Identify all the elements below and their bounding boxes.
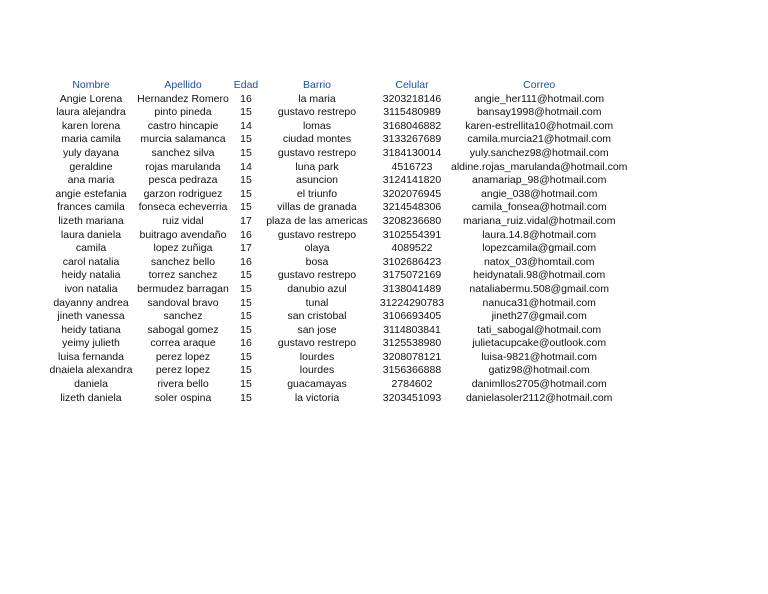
cell-apellido: garzon rodriguez bbox=[143, 187, 223, 200]
cell-correo: yuly.sanchez98@hotmail.com bbox=[469, 146, 609, 159]
cell-edad: 16 bbox=[240, 228, 252, 241]
cell-celular: 3168046882 bbox=[382, 119, 442, 132]
cell-correo: tati_sabogal@hotmail.com bbox=[477, 323, 602, 336]
cell-edad: 15 bbox=[240, 364, 252, 377]
header-edad: Edad bbox=[233, 79, 259, 91]
cell-correo: laura.14.8@hotmail.com bbox=[482, 228, 597, 241]
cell-celular: 3208078121 bbox=[382, 350, 442, 363]
cell-barrio: san cristobal bbox=[287, 310, 347, 323]
cell-correo: natox_03@homtail.com bbox=[483, 255, 595, 268]
cell-nombre: heidy tatiana bbox=[61, 323, 121, 336]
table-row bbox=[47, 297, 627, 311]
cell-barrio: guacamayas bbox=[287, 378, 347, 391]
cell-correo: gatiz98@hotmail.com bbox=[488, 364, 590, 377]
table-row bbox=[47, 174, 627, 188]
cell-celular: 3133267689 bbox=[382, 133, 442, 146]
table-row bbox=[47, 161, 627, 175]
cell-edad: 14 bbox=[240, 160, 252, 173]
cell-edad: 16 bbox=[240, 92, 252, 105]
cell-barrio: ciudad montes bbox=[282, 133, 352, 146]
cell-correo: nanuca31@hotmail.com bbox=[482, 296, 596, 309]
table-row bbox=[47, 106, 627, 120]
cell-edad: 15 bbox=[240, 174, 252, 187]
table-row bbox=[47, 378, 627, 392]
cell-nombre: maria camila bbox=[61, 133, 121, 146]
cell-celular: 31224290783 bbox=[379, 296, 445, 309]
table-body bbox=[47, 93, 627, 406]
cell-nombre: laura alejandra bbox=[56, 106, 126, 119]
cell-edad: 16 bbox=[240, 337, 252, 350]
cell-edad: 15 bbox=[240, 269, 252, 282]
cell-correo: camila.murcia21@hotmail.com bbox=[467, 133, 612, 146]
cell-correo: angie_her111@hotmail.com bbox=[474, 92, 605, 105]
cell-edad: 14 bbox=[240, 119, 252, 132]
cell-apellido: perez lopez bbox=[155, 350, 211, 363]
cell-nombre: ivon natalia bbox=[64, 282, 118, 295]
cell-nombre: dnaiela alexandra bbox=[49, 364, 133, 377]
cell-barrio: luna park bbox=[295, 160, 339, 173]
cell-barrio: san jose bbox=[297, 323, 337, 336]
cell-barrio: bosa bbox=[305, 255, 329, 268]
header-row bbox=[47, 79, 627, 93]
cell-correo: angie_038@hotmail.com bbox=[481, 187, 598, 200]
cell-apellido: rivera bello bbox=[157, 378, 209, 391]
students-table bbox=[47, 79, 627, 405]
cell-correo: nataliabermu.508@gmail.com bbox=[469, 282, 610, 295]
cell-celular: 3184130014 bbox=[382, 146, 442, 159]
cell-barrio: gustavo restrepo bbox=[277, 106, 357, 119]
cell-apellido: sanchez bbox=[163, 310, 203, 323]
cell-barrio: el triunfo bbox=[296, 187, 338, 200]
cell-nombre: laura daniela bbox=[60, 228, 122, 241]
cell-celular: 4089522 bbox=[391, 242, 433, 255]
table-row bbox=[47, 147, 627, 161]
table-row bbox=[47, 364, 627, 378]
cell-apellido: soler ospina bbox=[154, 391, 212, 404]
cell-nombre: Angie Lorena bbox=[59, 92, 123, 105]
cell-celular: 3203218146 bbox=[382, 92, 442, 105]
cell-apellido: murcia salamanca bbox=[140, 133, 226, 146]
cell-nombre: jineth vanessa bbox=[57, 310, 125, 323]
table-row bbox=[47, 188, 627, 202]
cell-apellido: correa araque bbox=[150, 337, 216, 350]
cell-correo: anamariap_98@hotmail.com bbox=[472, 174, 607, 187]
cell-barrio: lourdes bbox=[299, 364, 335, 377]
cell-apellido: sanchez bello bbox=[150, 255, 216, 268]
cell-barrio: asuncion bbox=[295, 174, 339, 187]
cell-nombre: angie estefania bbox=[55, 187, 127, 200]
cell-celular: 3175072169 bbox=[382, 269, 442, 282]
cell-barrio: la victoria bbox=[294, 391, 340, 404]
cell-celular: 3114803841 bbox=[383, 323, 441, 336]
cell-edad: 15 bbox=[240, 187, 252, 200]
cell-barrio: gustavo restrepo bbox=[277, 337, 357, 350]
cell-barrio: danubio azul bbox=[287, 282, 347, 295]
cell-apellido: lopez zuñiga bbox=[153, 242, 213, 255]
table-row bbox=[47, 392, 627, 406]
cell-nombre: luisa fernanda bbox=[58, 350, 124, 363]
table-row bbox=[47, 93, 627, 107]
cell-correo: danimllos2705@hotmail.com bbox=[471, 378, 607, 391]
cell-apellido: sabogal gomez bbox=[147, 323, 219, 336]
cell-celular: 3208236680 bbox=[382, 214, 442, 227]
cell-celular: 3156366888 bbox=[382, 364, 442, 377]
cell-apellido: castro hincapie bbox=[147, 119, 219, 132]
cell-edad: 15 bbox=[240, 350, 252, 363]
table-row bbox=[47, 215, 627, 229]
table-row bbox=[47, 229, 627, 243]
cell-correo: heidynatali.98@hotmail.com bbox=[473, 269, 606, 282]
cell-celular: 3124141820 bbox=[382, 174, 442, 187]
cell-celular: 3102554391 bbox=[382, 228, 442, 241]
cell-correo: aldine.rojas_marulanda@hotmail.com bbox=[451, 160, 628, 173]
cell-celular: 3202076945 bbox=[382, 187, 442, 200]
table-row bbox=[47, 242, 627, 256]
cell-nombre: geraldine bbox=[69, 160, 113, 173]
cell-edad: 15 bbox=[240, 282, 252, 295]
table-row bbox=[47, 133, 627, 147]
cell-apellido: Hernandez Romero bbox=[137, 92, 229, 105]
cell-barrio: lourdes bbox=[299, 350, 335, 363]
cell-celular: 3115480989 bbox=[383, 106, 441, 119]
cell-nombre: ana maria bbox=[67, 174, 115, 187]
table-row bbox=[47, 337, 627, 351]
table-row bbox=[47, 283, 627, 297]
cell-barrio: gustavo restrepo bbox=[277, 228, 357, 241]
cell-nombre: lizeth mariana bbox=[58, 214, 124, 227]
header-nombre: Nombre bbox=[72, 79, 110, 91]
cell-barrio: tunal bbox=[305, 296, 329, 309]
cell-nombre: frances camila bbox=[57, 201, 125, 214]
cell-correo: julietacupcake@outlook.com bbox=[472, 337, 607, 350]
table-row bbox=[47, 201, 627, 215]
cell-edad: 15 bbox=[240, 296, 252, 309]
cell-barrio: lomas bbox=[302, 119, 331, 132]
header-barrio: Barrio bbox=[302, 79, 331, 91]
cell-correo: lopezcamila@gmail.com bbox=[482, 242, 597, 255]
cell-barrio: olaya bbox=[304, 242, 330, 255]
cell-edad: 15 bbox=[240, 201, 252, 214]
cell-apellido: perez lopez bbox=[155, 364, 211, 377]
cell-nombre: daniela bbox=[74, 378, 108, 391]
cell-nombre: yeimy julieth bbox=[62, 337, 120, 350]
cell-apellido: fonseca echeverria bbox=[138, 201, 228, 214]
cell-edad: 15 bbox=[240, 391, 252, 404]
cell-correo: bansay1998@hotmail.com bbox=[476, 106, 602, 119]
cell-nombre: yuly dayana bbox=[62, 146, 120, 159]
cell-celular: 3203451093 bbox=[382, 391, 442, 404]
cell-edad: 17 bbox=[240, 214, 252, 227]
table-row bbox=[47, 256, 627, 270]
cell-edad: 15 bbox=[240, 310, 252, 323]
cell-edad: 15 bbox=[240, 133, 252, 146]
table-row bbox=[47, 324, 627, 338]
cell-edad: 16 bbox=[240, 255, 252, 268]
cell-celular: 4516723 bbox=[391, 160, 433, 173]
cell-nombre: camila bbox=[75, 242, 107, 255]
table-row bbox=[47, 269, 627, 283]
cell-barrio: villas de granada bbox=[277, 201, 357, 214]
cell-edad: 15 bbox=[240, 323, 252, 336]
cell-celular: 3106693405 bbox=[382, 310, 442, 323]
header-correo: Correo bbox=[523, 79, 556, 91]
cell-nombre: dayanny andrea bbox=[53, 296, 129, 309]
cell-apellido: pinto pineda bbox=[154, 106, 212, 119]
cell-apellido: bermudez barragan bbox=[137, 282, 229, 295]
cell-correo: mariana_ruiz.vidal@hotmail.com bbox=[462, 214, 616, 227]
cell-correo: karen-estrellita10@hotmail.com bbox=[465, 119, 614, 132]
header-apellido: Apellido bbox=[164, 79, 202, 91]
cell-edad: 15 bbox=[240, 378, 252, 391]
cell-apellido: sanchez silva bbox=[151, 146, 215, 159]
cell-correo: jineth27@gmail.com bbox=[491, 310, 587, 323]
cell-edad: 15 bbox=[240, 106, 252, 119]
cell-apellido: sandoval bravo bbox=[147, 296, 219, 309]
cell-celular: 3102686423 bbox=[382, 255, 442, 268]
cell-apellido: torrez sanchez bbox=[148, 269, 218, 282]
cell-celular: 2784602 bbox=[391, 378, 433, 391]
cell-apellido: rojas marulanda bbox=[145, 160, 221, 173]
cell-barrio: gustavo restrepo bbox=[277, 269, 357, 282]
table-row bbox=[47, 351, 627, 365]
cell-celular: 3214548306 bbox=[382, 201, 442, 214]
cell-nombre: karen lorena bbox=[61, 119, 121, 132]
cell-nombre: heidy natalia bbox=[61, 269, 121, 282]
cell-barrio: la maria bbox=[298, 92, 336, 105]
cell-apellido: pesca pedraza bbox=[148, 174, 218, 187]
cell-barrio: gustavo restrepo bbox=[277, 146, 357, 159]
header-celular: Celular bbox=[395, 79, 429, 91]
cell-correo: luisa-9821@hotmail.com bbox=[481, 350, 598, 363]
cell-correo: camila_fonsea@hotmail.com bbox=[471, 201, 607, 214]
cell-apellido: buitrago avendaño bbox=[139, 228, 227, 241]
cell-nombre: carol natalia bbox=[62, 255, 120, 268]
table-row bbox=[47, 310, 627, 324]
cell-celular: 3138041489 bbox=[382, 282, 442, 295]
cell-correo: danielasoler2112@hotmail.com bbox=[465, 391, 613, 404]
cell-barrio: plaza de las americas bbox=[266, 214, 368, 227]
cell-apellido: ruiz vidal bbox=[162, 214, 204, 227]
table-row bbox=[47, 120, 627, 134]
cell-nombre: lizeth daniela bbox=[60, 391, 122, 404]
cell-edad: 17 bbox=[240, 242, 252, 255]
cell-edad: 15 bbox=[240, 146, 252, 159]
cell-celular: 3125538980 bbox=[382, 337, 442, 350]
